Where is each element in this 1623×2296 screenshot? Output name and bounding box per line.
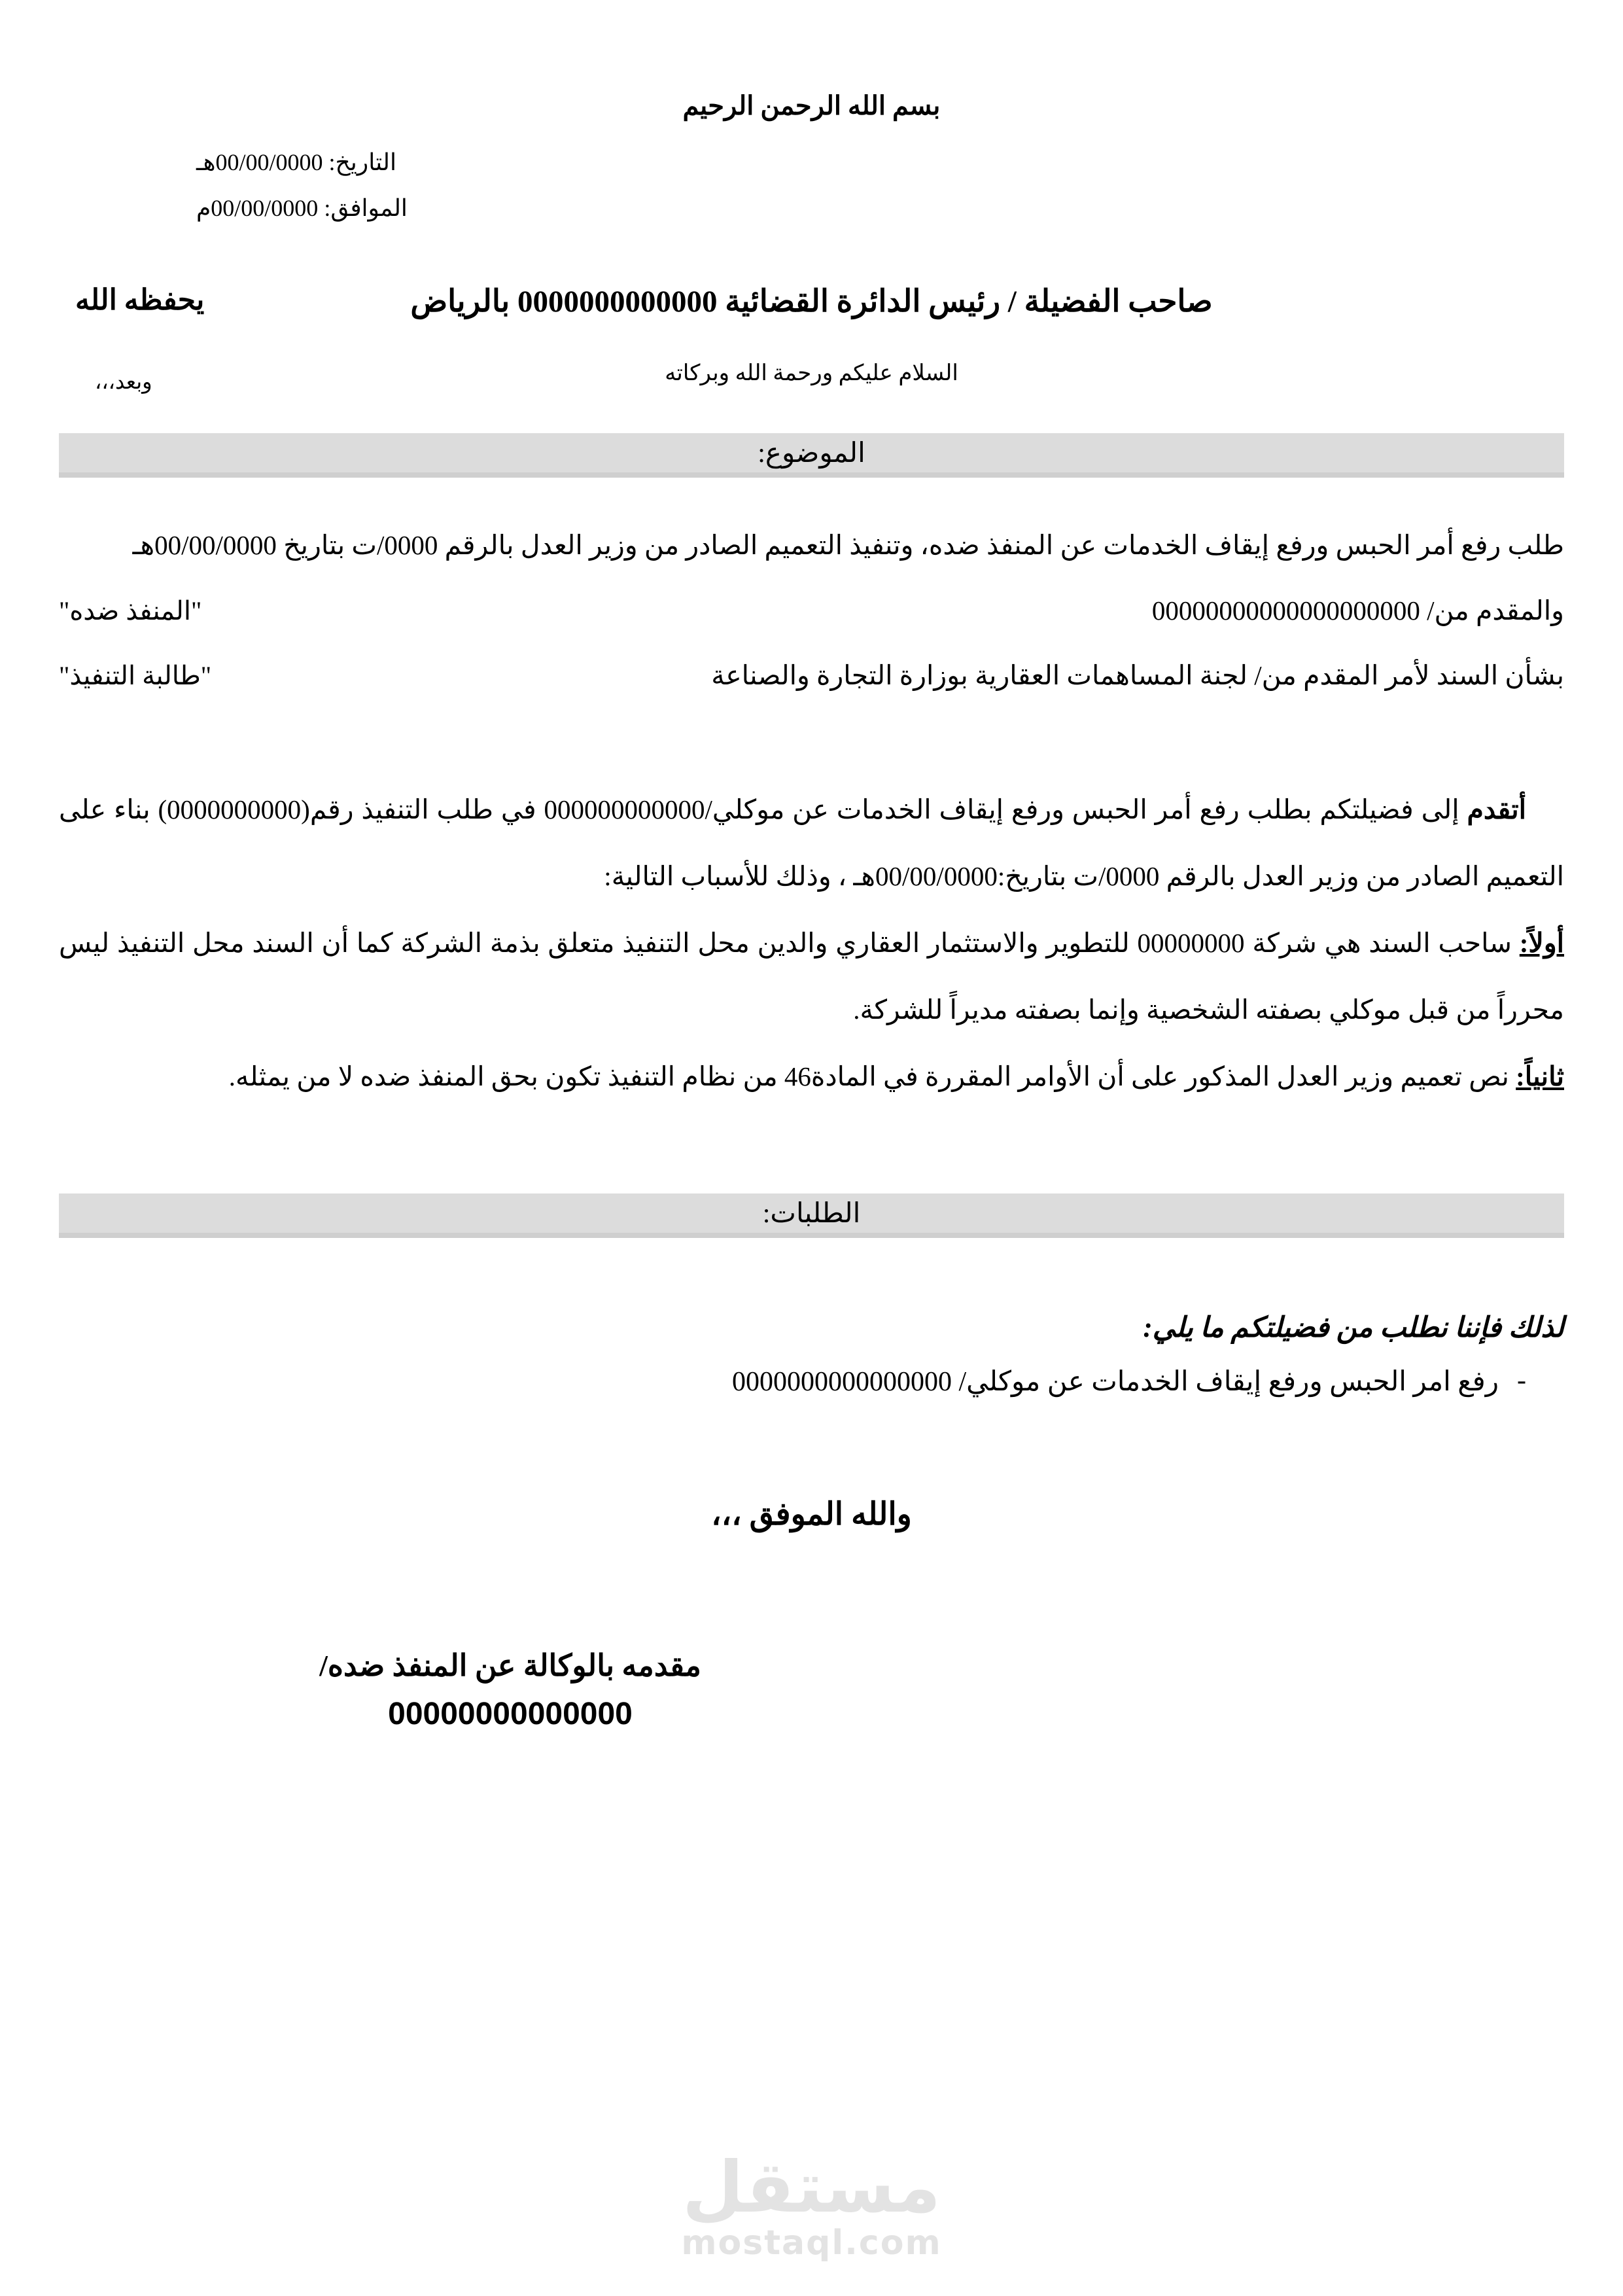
closing-line: والله الموفق ،،، (711, 1497, 912, 1532)
reason-second-text: نص تعميم وزير العدل المذكور على أن الأوامر المقررة في المادة46 من نظام التنفيذ تكون بحق المنفذ ضده لا من يمثله. (228, 1061, 1516, 1091)
mostaql-watermark-domain: mostaql.com (681, 2223, 942, 2263)
petition-intro-lead: أتقدم (1467, 794, 1526, 824)
petition-intro-paragraph (59, 776, 1564, 910)
request-list-item (59, 1365, 1564, 1398)
submitted-by-text: والمقدم من/ 00000000000000000000 (1151, 595, 1564, 626)
subject-request-paragraph: طلب رفع أمر الحبس ورفع إيقاف الخدمات عن المنفذ ضده، وتنفيذ التعميم الصادر من وزير العدل بالرقم 0000/ت بتاريخ 00/00/0000هـ (132, 530, 1564, 560)
bond-tag: "طالبة التنفيذ" (59, 661, 212, 690)
requests-section-bar (59, 1193, 1564, 1238)
reason-first-label: أولاً: (1519, 928, 1565, 958)
blessing-text: يحفظه الله (75, 284, 205, 316)
requests-bar-label: الطلبات: (762, 1199, 861, 1229)
signature-name: 00000000000000 (388, 1697, 633, 1731)
request-item-text: رفع امر الحبس ورفع إيقاف الخدمات عن موكلي/ 0000000000000000 (731, 1367, 1499, 1397)
bismillah-line: بسم الله الرحمن الرحيم (682, 91, 941, 120)
request-item-dash: - (1517, 1366, 1526, 1396)
mostaql-watermark-arabic-logo: مستقل (682, 2147, 941, 2229)
date-block (59, 139, 1564, 231)
reason-first-text: ساحب السند هي شركة 00000000 للتطوير والاستثمار العقاري والدين محل التنفيذ متعلق بذمة الشركة كما أن السند محل التنفيذ ليس محرراً من قبل موكلي بصفته الشخصية وإنما بصفته مديراً للشركة. (59, 928, 1564, 1025)
submitted-by-tag: "المنفذ ضده" (59, 596, 202, 626)
subject-bar-label: الموضوع: (758, 438, 865, 468)
reason-second-paragraph (59, 1043, 1564, 1110)
bond-row (59, 643, 1564, 708)
addressee-title: صاحب الفضيلة / رئيس الدائرة القضائية 0000000000000 بالرياض (410, 285, 1213, 319)
gregorian-date: الموافق: 00/00/0000م (196, 195, 408, 221)
reason-first-paragraph (59, 910, 1564, 1043)
signature-title: مقدمه بالوكالة عن المنفذ ضده/ (319, 1649, 701, 1682)
addressee-row (59, 283, 1564, 319)
subject-section-bar (59, 433, 1564, 478)
document-content (0, 90, 1623, 1732)
after-greeting-text: وبعد،،، (95, 370, 152, 393)
mostaql-watermark (681, 2147, 942, 2263)
requests-intro: لذلك فإننا نطلب من فضيلتكم ما يلي: (1143, 1313, 1564, 1343)
hijri-date: التاريخ: 00/00/0000هـ (196, 149, 396, 175)
reason-second-label: ثانياً: (1516, 1061, 1564, 1091)
submitted-by-row (59, 578, 1564, 643)
signature-block (262, 1636, 759, 1732)
petition-intro-rest: إلى فضيلتكم بطلب رفع أمر الحبس ورفع إيقاف الخدمات عن موكلي/000000000000 في طلب التنفيذ رقم(0000000000) بناء على التعميم الصادر من وزير العدل بالرقم 0000/ت بتاريخ:00/00/0000هـ ، وذلك للأسباب التالية: (59, 794, 1564, 891)
greeting-text: السلام عليكم ورحمة الله وبركاته (665, 361, 958, 385)
greeting-row (59, 360, 1564, 393)
bond-text: بشأن السند لأمر المقدم من/ لجنة المساهمات العقارية بوزارة التجارة والصناعة (711, 660, 1564, 690)
